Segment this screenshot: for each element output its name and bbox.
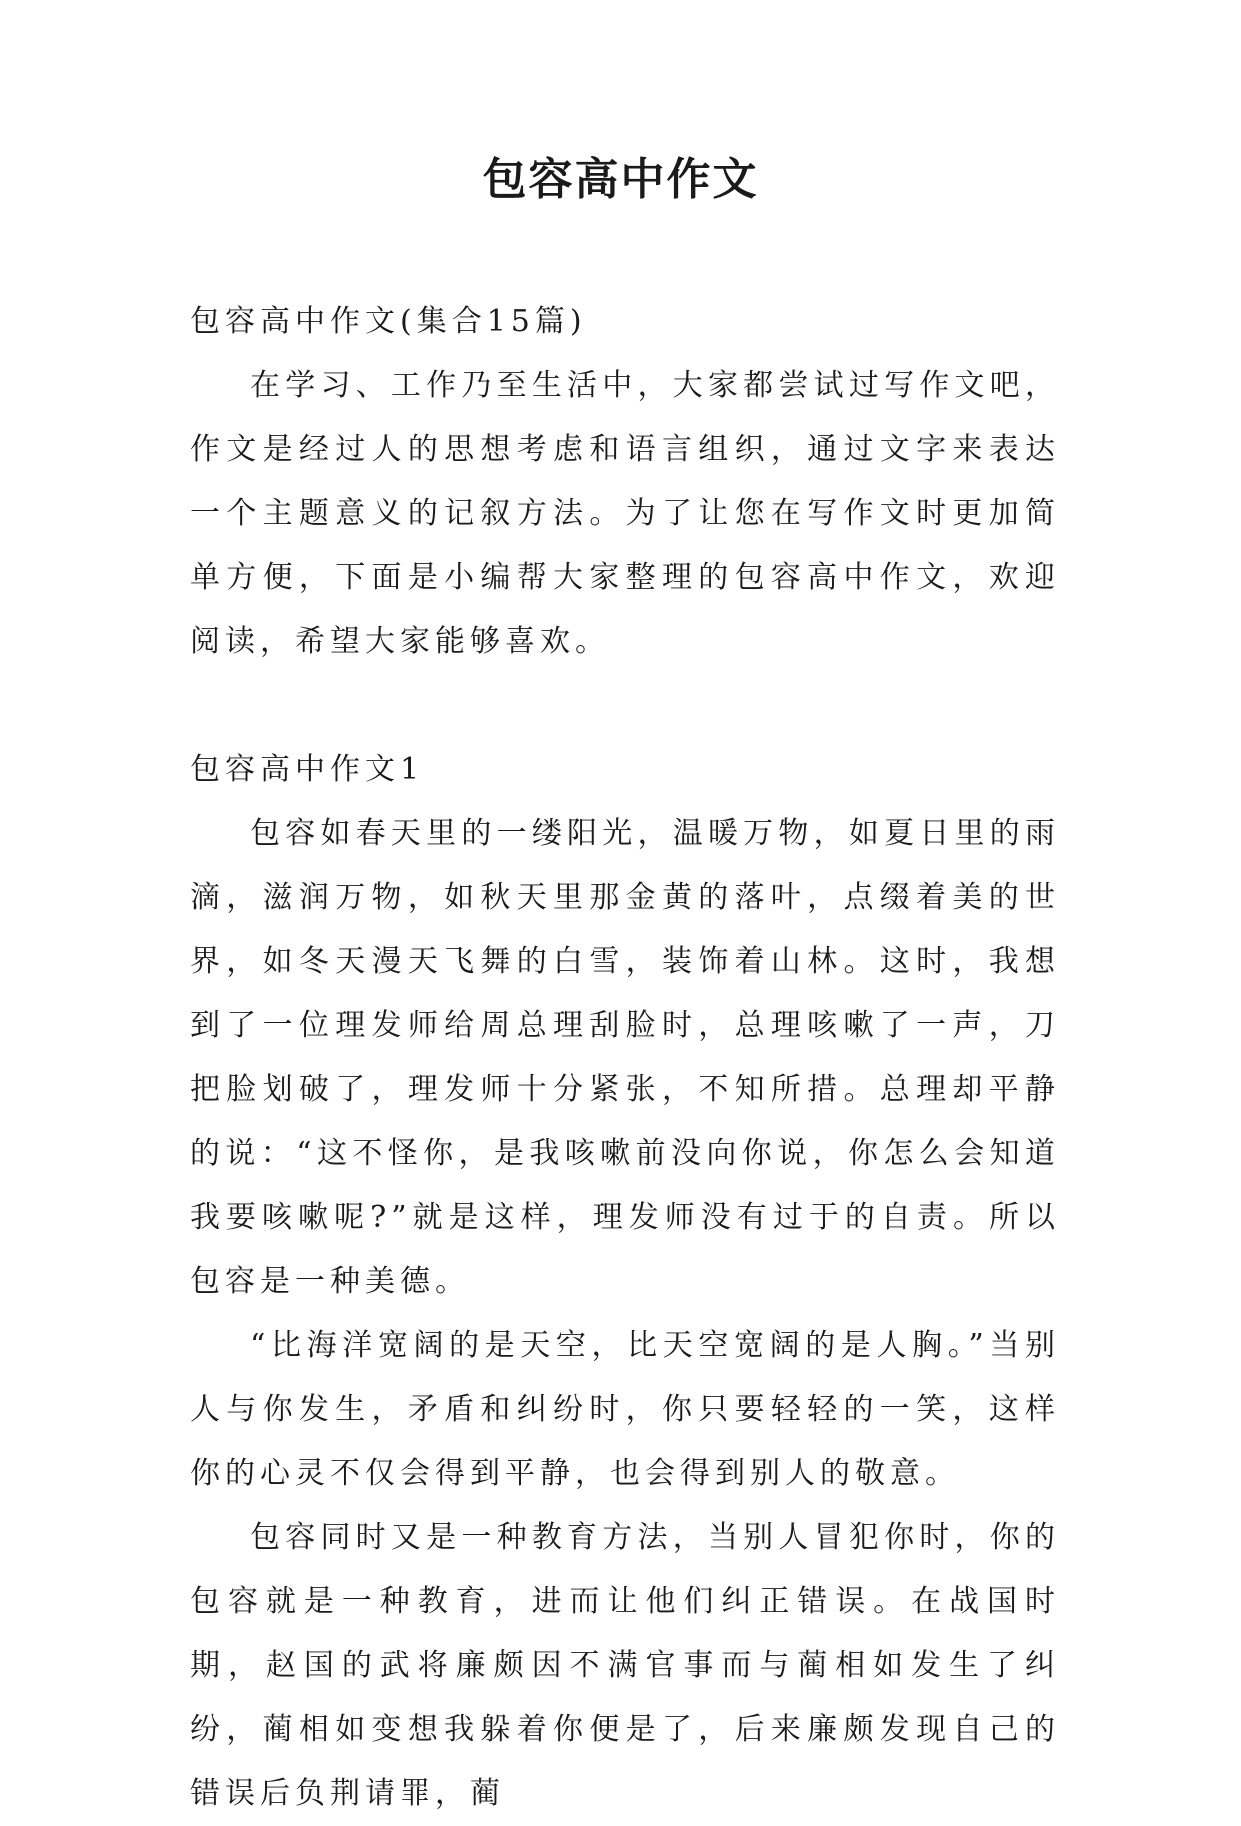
section-spacer [190,674,1060,738]
intro-paragraph: 在学习、工作乃至生活中，大家都尝试过写作文吧，作文是经过人的思想考虑和语言组织，通过文字来表达一个主题意义的记叙方法。为了让您在写作文时更加简单方便，下面是小编帮大家整理的包容高中作文，欢迎阅读，希望大家能够喜欢。 [190,368,1060,659]
document-title: 包容高中作文 [482,154,759,205]
essay-paragraph-2: “比海洋宽阔的是天空，比天空宽阔的是人胸。”当别人与你发生，矛盾和纠纷时，你只要轻轻的一笑，这样你的心灵不仅会得到平静，也会得到别人的敬意。 [190,1328,1060,1491]
document-subtitle: 包容高中作文(集合15篇) [190,304,587,339]
essay-heading: 包容高中作文1 [190,752,425,787]
essay-paragraph-3: 包容同时又是一种教育方法，当别人冒犯你时，你的包容就是一种教育，进而让他们纠正错误。在战国时期，赵国的武将廉颇因不满官事而与蔺相如发生了纠纷，蔺相如变想我躲着你便是了，后来廉颇发现自己的错误后负荆请罪，蔺 [190,1520,1060,1811]
essay-paragraph-1: 包容如春天里的一缕阳光，温暖万物，如夏日里的雨滴，滋润万物，如秋天里那金黄的落叶，点缀着美的世界，如冬天漫天飞舞的白雪，装饰着山林。这时，我想到了一位理发师给周总理刮脸时，总理咳嗽了一声，刀把脸划破了，理发师十分紧张，不知所措。总理却平静的说：“这不怪你，是我咳嗽前没向你说，你怎么会知道我要咳嗽呢?”就是这样，理发师没有过于的自责。所以包容是一种美德。 [190,816,1060,1299]
document-body [190,290,1060,1826]
